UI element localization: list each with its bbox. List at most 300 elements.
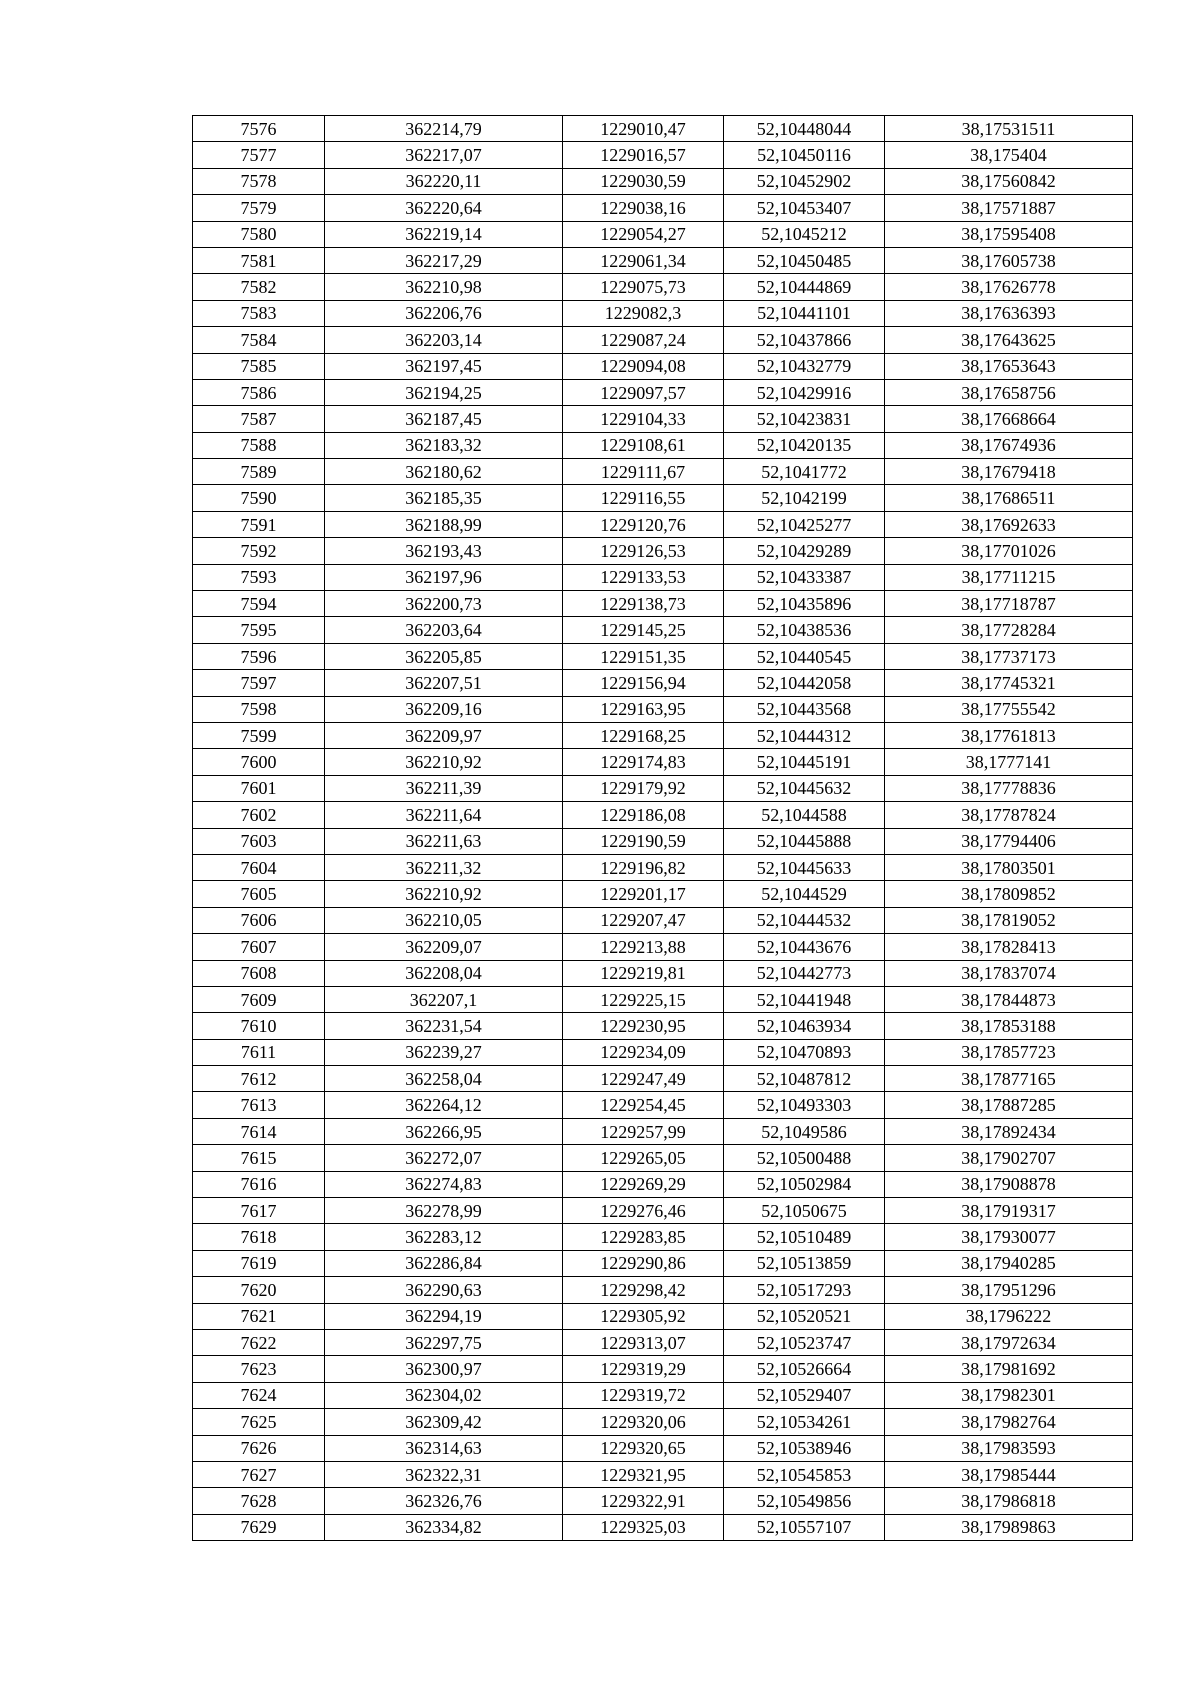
point-number-cell: 7585 [193, 353, 325, 379]
x-coordinate-cell: 362210,98 [325, 274, 563, 300]
longitude-cell: 38,17745321 [885, 670, 1133, 696]
longitude-cell: 38,17809852 [885, 881, 1133, 907]
point-number-cell: 7612 [193, 1066, 325, 1092]
table-row [193, 116, 1133, 142]
latitude-cell: 52,10443676 [724, 934, 885, 960]
x-coordinate-cell: 362205,85 [325, 643, 563, 669]
x-coordinate-cell: 362326,76 [325, 1488, 563, 1514]
longitude-cell: 38,17844873 [885, 986, 1133, 1012]
y-coordinate-cell: 1229010,47 [563, 116, 724, 142]
point-number-cell: 7597 [193, 670, 325, 696]
x-coordinate-cell: 362322,31 [325, 1461, 563, 1487]
x-coordinate-cell: 362334,82 [325, 1514, 563, 1540]
x-coordinate-cell: 362207,51 [325, 670, 563, 696]
table-row [193, 247, 1133, 273]
y-coordinate-cell: 1229087,24 [563, 327, 724, 353]
latitude-cell: 52,10445632 [724, 775, 885, 801]
y-coordinate-cell: 1229120,76 [563, 511, 724, 537]
x-coordinate-cell: 362220,11 [325, 168, 563, 194]
latitude-cell: 52,1044588 [724, 802, 885, 828]
y-coordinate-cell: 1229151,35 [563, 643, 724, 669]
table-row [193, 485, 1133, 511]
table-row [193, 1250, 1133, 1276]
x-coordinate-cell: 362274,83 [325, 1171, 563, 1197]
y-coordinate-cell: 1229174,83 [563, 749, 724, 775]
point-number-cell: 7608 [193, 960, 325, 986]
y-coordinate-cell: 1229190,59 [563, 828, 724, 854]
latitude-cell: 52,10432779 [724, 353, 885, 379]
table-row [193, 960, 1133, 986]
latitude-cell: 52,10534261 [724, 1409, 885, 1435]
x-coordinate-cell: 362258,04 [325, 1066, 563, 1092]
point-number-cell: 7610 [193, 1013, 325, 1039]
longitude-cell: 38,17605738 [885, 247, 1133, 273]
latitude-cell: 52,10450485 [724, 247, 885, 273]
table-row [193, 1277, 1133, 1303]
latitude-cell: 52,10538946 [724, 1435, 885, 1461]
latitude-cell: 52,10420135 [724, 432, 885, 458]
x-coordinate-cell: 362304,02 [325, 1382, 563, 1408]
x-coordinate-cell: 362294,19 [325, 1303, 563, 1329]
longitude-cell: 38,17692633 [885, 511, 1133, 537]
latitude-cell: 52,10429289 [724, 538, 885, 564]
latitude-cell: 52,10441101 [724, 300, 885, 326]
x-coordinate-cell: 362264,12 [325, 1092, 563, 1118]
y-coordinate-cell: 1229269,29 [563, 1171, 724, 1197]
point-number-cell: 7618 [193, 1224, 325, 1250]
x-coordinate-cell: 362208,04 [325, 960, 563, 986]
y-coordinate-cell: 1229094,08 [563, 353, 724, 379]
table-row [193, 1013, 1133, 1039]
table-row [193, 1461, 1133, 1487]
longitude-cell: 38,1777141 [885, 749, 1133, 775]
longitude-cell: 38,17595408 [885, 221, 1133, 247]
longitude-cell: 38,1796222 [885, 1303, 1133, 1329]
table-row [193, 459, 1133, 485]
latitude-cell: 52,10433387 [724, 564, 885, 590]
latitude-cell: 52,10450116 [724, 142, 885, 168]
longitude-cell: 38,17908878 [885, 1171, 1133, 1197]
point-number-cell: 7579 [193, 195, 325, 221]
longitude-cell: 38,17778836 [885, 775, 1133, 801]
longitude-cell: 38,17902707 [885, 1145, 1133, 1171]
longitude-cell: 38,17982764 [885, 1409, 1133, 1435]
point-number-cell: 7598 [193, 696, 325, 722]
point-number-cell: 7591 [193, 511, 325, 537]
y-coordinate-cell: 1229230,95 [563, 1013, 724, 1039]
table-row [193, 1303, 1133, 1329]
longitude-cell: 38,17951296 [885, 1277, 1133, 1303]
point-number-cell: 7582 [193, 274, 325, 300]
x-coordinate-cell: 362211,64 [325, 802, 563, 828]
y-coordinate-cell: 1229108,61 [563, 432, 724, 458]
x-coordinate-cell: 362200,73 [325, 591, 563, 617]
point-number-cell: 7614 [193, 1118, 325, 1144]
y-coordinate-cell: 1229321,95 [563, 1461, 724, 1487]
latitude-cell: 52,1050675 [724, 1198, 885, 1224]
longitude-cell: 38,17857723 [885, 1039, 1133, 1065]
table-row [193, 854, 1133, 880]
x-coordinate-cell: 362278,99 [325, 1198, 563, 1224]
longitude-cell: 38,17571887 [885, 195, 1133, 221]
point-number-cell: 7584 [193, 327, 325, 353]
longitude-cell: 38,17718787 [885, 591, 1133, 617]
table-row [193, 1329, 1133, 1355]
table-row [193, 195, 1133, 221]
point-number-cell: 7628 [193, 1488, 325, 1514]
longitude-cell: 38,17819052 [885, 907, 1133, 933]
latitude-cell: 52,10502984 [724, 1171, 885, 1197]
y-coordinate-cell: 1229104,33 [563, 406, 724, 432]
coordinates-table [192, 115, 1133, 1541]
table-row [193, 1118, 1133, 1144]
y-coordinate-cell: 1229196,82 [563, 854, 724, 880]
point-number-cell: 7578 [193, 168, 325, 194]
longitude-cell: 38,17892434 [885, 1118, 1133, 1144]
y-coordinate-cell: 1229265,05 [563, 1145, 724, 1171]
table-row [193, 617, 1133, 643]
table-row [193, 538, 1133, 564]
x-coordinate-cell: 362211,32 [325, 854, 563, 880]
y-coordinate-cell: 1229116,55 [563, 485, 724, 511]
x-coordinate-cell: 362210,92 [325, 881, 563, 907]
point-number-cell: 7587 [193, 406, 325, 432]
point-number-cell: 7602 [193, 802, 325, 828]
latitude-cell: 52,10445633 [724, 854, 885, 880]
point-number-cell: 7593 [193, 564, 325, 590]
y-coordinate-cell: 1229179,92 [563, 775, 724, 801]
longitude-cell: 38,17940285 [885, 1250, 1133, 1276]
x-coordinate-cell: 362209,16 [325, 696, 563, 722]
table-row [193, 1382, 1133, 1408]
latitude-cell: 52,10438536 [724, 617, 885, 643]
x-coordinate-cell: 362209,07 [325, 934, 563, 960]
latitude-cell: 52,10463934 [724, 1013, 885, 1039]
y-coordinate-cell: 1229247,49 [563, 1066, 724, 1092]
longitude-cell: 38,175404 [885, 142, 1133, 168]
table-row [193, 168, 1133, 194]
x-coordinate-cell: 362217,29 [325, 247, 563, 273]
x-coordinate-cell: 362309,42 [325, 1409, 563, 1435]
y-coordinate-cell: 1229219,81 [563, 960, 724, 986]
point-number-cell: 7607 [193, 934, 325, 960]
y-coordinate-cell: 1229234,09 [563, 1039, 724, 1065]
point-number-cell: 7623 [193, 1356, 325, 1382]
longitude-cell: 38,17919317 [885, 1198, 1133, 1224]
point-number-cell: 7609 [193, 986, 325, 1012]
latitude-cell: 52,1041772 [724, 459, 885, 485]
point-number-cell: 7577 [193, 142, 325, 168]
latitude-cell: 52,10435896 [724, 591, 885, 617]
table-row [193, 722, 1133, 748]
y-coordinate-cell: 1229320,06 [563, 1409, 724, 1435]
point-number-cell: 7621 [193, 1303, 325, 1329]
point-number-cell: 7583 [193, 300, 325, 326]
y-coordinate-cell: 1229133,53 [563, 564, 724, 590]
x-coordinate-cell: 362206,76 [325, 300, 563, 326]
latitude-cell: 52,10444869 [724, 274, 885, 300]
x-coordinate-cell: 362286,84 [325, 1250, 563, 1276]
table-row [193, 670, 1133, 696]
table-row [193, 432, 1133, 458]
table-row [193, 221, 1133, 247]
y-coordinate-cell: 1229138,73 [563, 591, 724, 617]
x-coordinate-cell: 362214,79 [325, 116, 563, 142]
y-coordinate-cell: 1229213,88 [563, 934, 724, 960]
longitude-cell: 38,17674936 [885, 432, 1133, 458]
x-coordinate-cell: 362194,25 [325, 379, 563, 405]
latitude-cell: 52,10470893 [724, 1039, 885, 1065]
table-row [193, 1224, 1133, 1250]
longitude-cell: 38,17761813 [885, 722, 1133, 748]
longitude-cell: 38,17755542 [885, 696, 1133, 722]
latitude-cell: 52,10510489 [724, 1224, 885, 1250]
table-row [193, 907, 1133, 933]
longitude-cell: 38,17985444 [885, 1461, 1133, 1487]
y-coordinate-cell: 1229186,08 [563, 802, 724, 828]
longitude-cell: 38,17972634 [885, 1329, 1133, 1355]
x-coordinate-cell: 362220,64 [325, 195, 563, 221]
y-coordinate-cell: 1229313,07 [563, 1329, 724, 1355]
longitude-cell: 38,17636393 [885, 300, 1133, 326]
table-row [193, 749, 1133, 775]
latitude-cell: 52,10442773 [724, 960, 885, 986]
y-coordinate-cell: 1229054,27 [563, 221, 724, 247]
point-number-cell: 7588 [193, 432, 325, 458]
point-number-cell: 7615 [193, 1145, 325, 1171]
point-number-cell: 7629 [193, 1514, 325, 1540]
x-coordinate-cell: 362211,39 [325, 775, 563, 801]
table-row [193, 511, 1133, 537]
longitude-cell: 38,17737173 [885, 643, 1133, 669]
point-number-cell: 7581 [193, 247, 325, 273]
x-coordinate-cell: 362203,14 [325, 327, 563, 353]
longitude-cell: 38,17643625 [885, 327, 1133, 353]
y-coordinate-cell: 1229168,25 [563, 722, 724, 748]
longitude-cell: 38,17728284 [885, 617, 1133, 643]
y-coordinate-cell: 1229111,67 [563, 459, 724, 485]
point-number-cell: 7624 [193, 1382, 325, 1408]
x-coordinate-cell: 362219,14 [325, 221, 563, 247]
point-number-cell: 7605 [193, 881, 325, 907]
point-number-cell: 7620 [193, 1277, 325, 1303]
point-number-cell: 7599 [193, 722, 325, 748]
y-coordinate-cell: 1229305,92 [563, 1303, 724, 1329]
y-coordinate-cell: 1229254,45 [563, 1092, 724, 1118]
latitude-cell: 52,10442058 [724, 670, 885, 696]
point-number-cell: 7601 [193, 775, 325, 801]
longitude-cell: 38,17986818 [885, 1488, 1133, 1514]
latitude-cell: 52,10526664 [724, 1356, 885, 1382]
table-row [193, 1066, 1133, 1092]
point-number-cell: 7613 [193, 1092, 325, 1118]
latitude-cell: 52,10545853 [724, 1461, 885, 1487]
table-row [193, 591, 1133, 617]
point-number-cell: 7616 [193, 1171, 325, 1197]
point-number-cell: 7604 [193, 854, 325, 880]
table-row [193, 564, 1133, 590]
longitude-cell: 38,17531511 [885, 116, 1133, 142]
x-coordinate-cell: 362187,45 [325, 406, 563, 432]
x-coordinate-cell: 362217,07 [325, 142, 563, 168]
point-number-cell: 7622 [193, 1329, 325, 1355]
longitude-cell: 38,17701026 [885, 538, 1133, 564]
longitude-cell: 38,17853188 [885, 1013, 1133, 1039]
point-number-cell: 7626 [193, 1435, 325, 1461]
y-coordinate-cell: 1229038,16 [563, 195, 724, 221]
longitude-cell: 38,17981692 [885, 1356, 1133, 1382]
longitude-cell: 38,17930077 [885, 1224, 1133, 1250]
table-row [193, 881, 1133, 907]
table-row [193, 1356, 1133, 1382]
longitude-cell: 38,17794406 [885, 828, 1133, 854]
y-coordinate-cell: 1229097,57 [563, 379, 724, 405]
x-coordinate-cell: 362300,97 [325, 1356, 563, 1382]
table-row [193, 1171, 1133, 1197]
x-coordinate-cell: 362185,35 [325, 485, 563, 511]
table-row [193, 696, 1133, 722]
point-number-cell: 7611 [193, 1039, 325, 1065]
x-coordinate-cell: 362203,64 [325, 617, 563, 643]
table-row [193, 1409, 1133, 1435]
longitude-cell: 38,17626778 [885, 274, 1133, 300]
y-coordinate-cell: 1229207,47 [563, 907, 724, 933]
longitude-cell: 38,17653643 [885, 353, 1133, 379]
point-number-cell: 7596 [193, 643, 325, 669]
x-coordinate-cell: 362283,12 [325, 1224, 563, 1250]
y-coordinate-cell: 1229163,95 [563, 696, 724, 722]
table-row [193, 406, 1133, 432]
point-number-cell: 7576 [193, 116, 325, 142]
x-coordinate-cell: 362197,96 [325, 564, 563, 590]
point-number-cell: 7625 [193, 1409, 325, 1435]
table-row [193, 300, 1133, 326]
table-row [193, 1145, 1133, 1171]
point-number-cell: 7600 [193, 749, 325, 775]
x-coordinate-cell: 362290,63 [325, 1277, 563, 1303]
x-coordinate-cell: 362197,45 [325, 353, 563, 379]
latitude-cell: 52,1049586 [724, 1118, 885, 1144]
latitude-cell: 52,10529407 [724, 1382, 885, 1408]
x-coordinate-cell: 362209,97 [325, 722, 563, 748]
point-number-cell: 7595 [193, 617, 325, 643]
latitude-cell: 52,10441948 [724, 986, 885, 1012]
longitude-cell: 38,17658756 [885, 379, 1133, 405]
latitude-cell: 52,10440545 [724, 643, 885, 669]
latitude-cell: 52,10445191 [724, 749, 885, 775]
table-row [193, 274, 1133, 300]
latitude-cell: 52,1042199 [724, 485, 885, 511]
latitude-cell: 52,10520521 [724, 1303, 885, 1329]
longitude-cell: 38,17686511 [885, 485, 1133, 511]
point-number-cell: 7603 [193, 828, 325, 854]
latitude-cell: 52,10437866 [724, 327, 885, 353]
point-number-cell: 7580 [193, 221, 325, 247]
y-coordinate-cell: 1229276,46 [563, 1198, 724, 1224]
longitude-cell: 38,17560842 [885, 168, 1133, 194]
x-coordinate-cell: 362180,62 [325, 459, 563, 485]
longitude-cell: 38,17887285 [885, 1092, 1133, 1118]
table-row [193, 643, 1133, 669]
table-row [193, 379, 1133, 405]
point-number-cell: 7594 [193, 591, 325, 617]
y-coordinate-cell: 1229145,25 [563, 617, 724, 643]
longitude-cell: 38,17983593 [885, 1435, 1133, 1461]
point-number-cell: 7589 [193, 459, 325, 485]
x-coordinate-cell: 362210,05 [325, 907, 563, 933]
y-coordinate-cell: 1229082,3 [563, 300, 724, 326]
latitude-cell: 52,10448044 [724, 116, 885, 142]
x-coordinate-cell: 362210,92 [325, 749, 563, 775]
y-coordinate-cell: 1229016,57 [563, 142, 724, 168]
y-coordinate-cell: 1229319,72 [563, 1382, 724, 1408]
x-coordinate-cell: 362211,63 [325, 828, 563, 854]
coordinates-table-body [193, 116, 1133, 1541]
point-number-cell: 7606 [193, 907, 325, 933]
latitude-cell: 52,10487812 [724, 1066, 885, 1092]
latitude-cell: 52,10523747 [724, 1329, 885, 1355]
longitude-cell: 38,17828413 [885, 934, 1133, 960]
table-row [193, 828, 1133, 854]
y-coordinate-cell: 1229283,85 [563, 1224, 724, 1250]
x-coordinate-cell: 362183,32 [325, 432, 563, 458]
latitude-cell: 52,10429916 [724, 379, 885, 405]
point-number-cell: 7617 [193, 1198, 325, 1224]
latitude-cell: 52,10493303 [724, 1092, 885, 1118]
longitude-cell: 38,17787824 [885, 802, 1133, 828]
table-row [193, 142, 1133, 168]
longitude-cell: 38,17877165 [885, 1066, 1133, 1092]
longitude-cell: 38,17711215 [885, 564, 1133, 590]
x-coordinate-cell: 362239,27 [325, 1039, 563, 1065]
longitude-cell: 38,17989863 [885, 1514, 1133, 1540]
table-row [193, 327, 1133, 353]
table-row [193, 1488, 1133, 1514]
y-coordinate-cell: 1229061,34 [563, 247, 724, 273]
y-coordinate-cell: 1229126,53 [563, 538, 724, 564]
y-coordinate-cell: 1229257,99 [563, 1118, 724, 1144]
table-row [193, 775, 1133, 801]
latitude-cell: 52,10452902 [724, 168, 885, 194]
latitude-cell: 52,10425277 [724, 511, 885, 537]
y-coordinate-cell: 1229156,94 [563, 670, 724, 696]
point-number-cell: 7592 [193, 538, 325, 564]
x-coordinate-cell: 362272,07 [325, 1145, 563, 1171]
table-row [193, 802, 1133, 828]
table-row [193, 1039, 1133, 1065]
y-coordinate-cell: 1229225,15 [563, 986, 724, 1012]
y-coordinate-cell: 1229320,65 [563, 1435, 724, 1461]
x-coordinate-cell: 362207,1 [325, 986, 563, 1012]
table-row [193, 353, 1133, 379]
longitude-cell: 38,17668664 [885, 406, 1133, 432]
latitude-cell: 52,10513859 [724, 1250, 885, 1276]
longitude-cell: 38,17803501 [885, 854, 1133, 880]
table-row [193, 934, 1133, 960]
latitude-cell: 52,10557107 [724, 1514, 885, 1540]
latitude-cell: 52,10453407 [724, 195, 885, 221]
table-row [193, 1435, 1133, 1461]
latitude-cell: 52,10445888 [724, 828, 885, 854]
x-coordinate-cell: 362193,43 [325, 538, 563, 564]
latitude-cell: 52,10443568 [724, 696, 885, 722]
x-coordinate-cell: 362231,54 [325, 1013, 563, 1039]
latitude-cell: 52,10423831 [724, 406, 885, 432]
longitude-cell: 38,17982301 [885, 1382, 1133, 1408]
latitude-cell: 52,1045212 [724, 221, 885, 247]
point-number-cell: 7619 [193, 1250, 325, 1276]
y-coordinate-cell: 1229290,86 [563, 1250, 724, 1276]
